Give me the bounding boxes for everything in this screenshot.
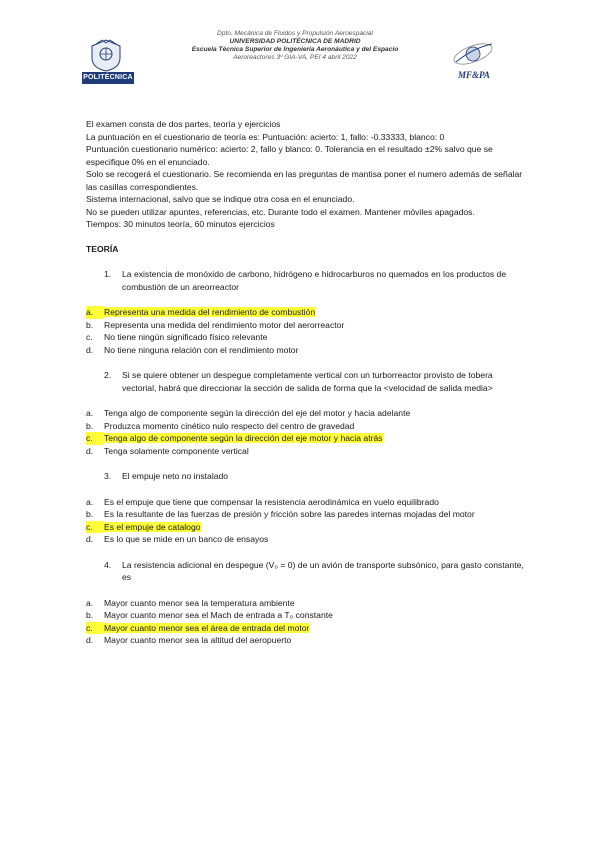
header-text bbox=[150, 30, 440, 62]
option-text: Mayor cuanto menor sea el Mach de entrada a T₀ constante bbox=[104, 610, 333, 620]
question-1-options bbox=[86, 306, 526, 356]
answer-option[interactable] bbox=[86, 609, 526, 622]
answer-option[interactable] bbox=[86, 344, 526, 357]
question-3-options bbox=[86, 496, 526, 546]
question-number: 3. bbox=[104, 471, 112, 481]
option-text: Tenga solamente componente vertical bbox=[104, 445, 249, 456]
mfpa-logo-text: MF&PA bbox=[458, 70, 490, 80]
answer-option[interactable] bbox=[86, 622, 526, 635]
option-text: Es la resultante de las fuerzas de presión y fricción sobre las paredes internas mojadas del motor bbox=[104, 509, 475, 519]
upm-logo-text: POLITÉCNICA bbox=[82, 72, 134, 84]
mfpa-logo bbox=[448, 38, 498, 88]
page-header bbox=[0, 0, 599, 95]
question-text: Si se quiere obtener un despegue completamente vertical con un turborreactor provisto de tobera vectorial, habrá que direccionar la sección de salida de forma que la <velocidad de salida media> bbox=[122, 370, 493, 393]
option-letter: b. bbox=[86, 319, 94, 330]
section-title: TEORÍA bbox=[86, 243, 119, 254]
answer-option[interactable] bbox=[86, 407, 526, 420]
question-number: 4. bbox=[104, 559, 112, 570]
university-line: UNIVERSIDAD POLITÉCNICA DE MADRID bbox=[229, 38, 361, 45]
option-letter: a. bbox=[86, 408, 94, 418]
question-1 bbox=[86, 268, 526, 293]
question-text: El empuje neto no instalado bbox=[122, 471, 229, 481]
answer-option[interactable] bbox=[86, 521, 526, 534]
answer-option[interactable] bbox=[86, 533, 526, 546]
exam-body bbox=[86, 118, 526, 647]
option-text: Es el empuje que tiene que compensar la resistencia aerodinámica en vuelo equilibrado bbox=[104, 496, 439, 507]
instruction-line: Solo se recogerá el cuestionario. Se recomienda en las preguntas de mantisa poner el numero además de señalar las casillas correspondientes. bbox=[86, 169, 523, 192]
option-text: Mayor cuanto menor sea el área de entrada del motor bbox=[104, 622, 310, 633]
option-letter: b. bbox=[86, 420, 94, 431]
department-line: Dpto. Mecánica de Fluidos y Propulsión Aeroespacial bbox=[217, 30, 373, 37]
answer-option[interactable] bbox=[86, 420, 526, 433]
option-letter: d. bbox=[86, 635, 94, 645]
instruction-line: No se pueden utilizar apuntes, referencias, etc. Durante todo el examen. Mantener móviles apagados. bbox=[86, 206, 475, 217]
option-text: Es el empuje de catalogo bbox=[104, 521, 201, 532]
answer-option[interactable] bbox=[86, 331, 526, 344]
option-text: Representa una medida del rendimiento de combustión bbox=[104, 307, 316, 317]
option-text: Mayor cuanto menor sea la altitud del aeropuerto bbox=[104, 635, 292, 645]
option-letter: d. bbox=[86, 534, 94, 544]
answer-option[interactable] bbox=[86, 319, 526, 332]
answer-option[interactable] bbox=[86, 306, 526, 319]
option-text: Mayor cuanto menor sea la temperatura ambiente bbox=[104, 597, 295, 608]
instruction-line: El examen consta de dos partes, teoría y ejercicios bbox=[86, 119, 281, 129]
question-number: 1. bbox=[104, 269, 112, 279]
option-text: No tiene ningún significado físico relevante bbox=[104, 332, 268, 342]
course-line: Aeroreactores 3º GIA-VA, PEI 4 abril 2022 bbox=[233, 54, 357, 61]
instruction-line: La puntuación en el cuestionario de teoría es: Puntuación: acierto: 1, fallo: -0.33333, blanco: 0 bbox=[86, 131, 445, 142]
option-text: Tenga algo de componente según la dirección del eje del motor y hacia adelante bbox=[104, 408, 411, 418]
option-text: Tenga algo de componente según la dirección del eje motor y hacia atrás bbox=[104, 433, 383, 443]
question-3 bbox=[86, 470, 526, 483]
question-4 bbox=[86, 559, 526, 584]
instruction-line: Puntuación cuestionario numérico: acierto: 2, fallo y blanco: 0. Tolerancia en el resultado ±2% salvo que se especifique 0% en el enunciado. bbox=[86, 144, 493, 167]
option-letter: a. bbox=[86, 306, 104, 319]
option-text: No tiene ninguna relación con el rendimiento motor bbox=[104, 344, 299, 355]
question-text: La existencia de monóxido de carbono, hidrógeno e hidrocarburos no quemados en los productos de combustión de un areorreactor bbox=[122, 269, 507, 292]
answer-option[interactable] bbox=[86, 597, 526, 610]
answer-option[interactable] bbox=[86, 445, 526, 458]
option-letter: b. bbox=[86, 509, 94, 519]
instruction-line: Sistema internacional, salvo que se indique otra cosa en el enunciado. bbox=[86, 194, 355, 204]
option-letter: a. bbox=[86, 597, 94, 608]
option-text: Es lo que se mide en un banco de ensayos bbox=[104, 534, 269, 544]
option-letter: b. bbox=[86, 610, 94, 620]
question-text: La resistencia adicional en despegue (V₀ = 0) de un avión de transporte subsónico, para gasto constante, es bbox=[122, 559, 524, 582]
option-letter: c. bbox=[86, 432, 104, 445]
question-2-options bbox=[86, 407, 526, 457]
answer-option[interactable] bbox=[86, 508, 526, 521]
question-number: 2. bbox=[104, 370, 112, 380]
option-letter: c. bbox=[86, 521, 104, 534]
option-text: Produzca momento cinético nulo respecto del centro de gravedad bbox=[104, 420, 355, 431]
option-letter: d. bbox=[86, 445, 94, 456]
question-2 bbox=[86, 369, 526, 394]
option-letter: c. bbox=[86, 332, 93, 342]
school-line: Escuela Técnica Superior de Ingeniería Aeronáutica y del Espacio bbox=[191, 46, 399, 53]
answer-option[interactable] bbox=[86, 634, 526, 647]
option-letter: c. bbox=[86, 622, 104, 635]
answer-option[interactable] bbox=[86, 432, 526, 445]
option-letter: d. bbox=[86, 344, 94, 355]
exam-instructions bbox=[86, 118, 526, 231]
answer-option[interactable] bbox=[86, 496, 526, 509]
question-4-options bbox=[86, 597, 526, 647]
option-letter: a. bbox=[86, 496, 94, 507]
option-text: Representa una medida del rendimiento motor del aerorreactor bbox=[104, 319, 345, 330]
instruction-line: Tiempos: 30 minutos teoría, 60 minutos ejercicios bbox=[86, 219, 275, 229]
